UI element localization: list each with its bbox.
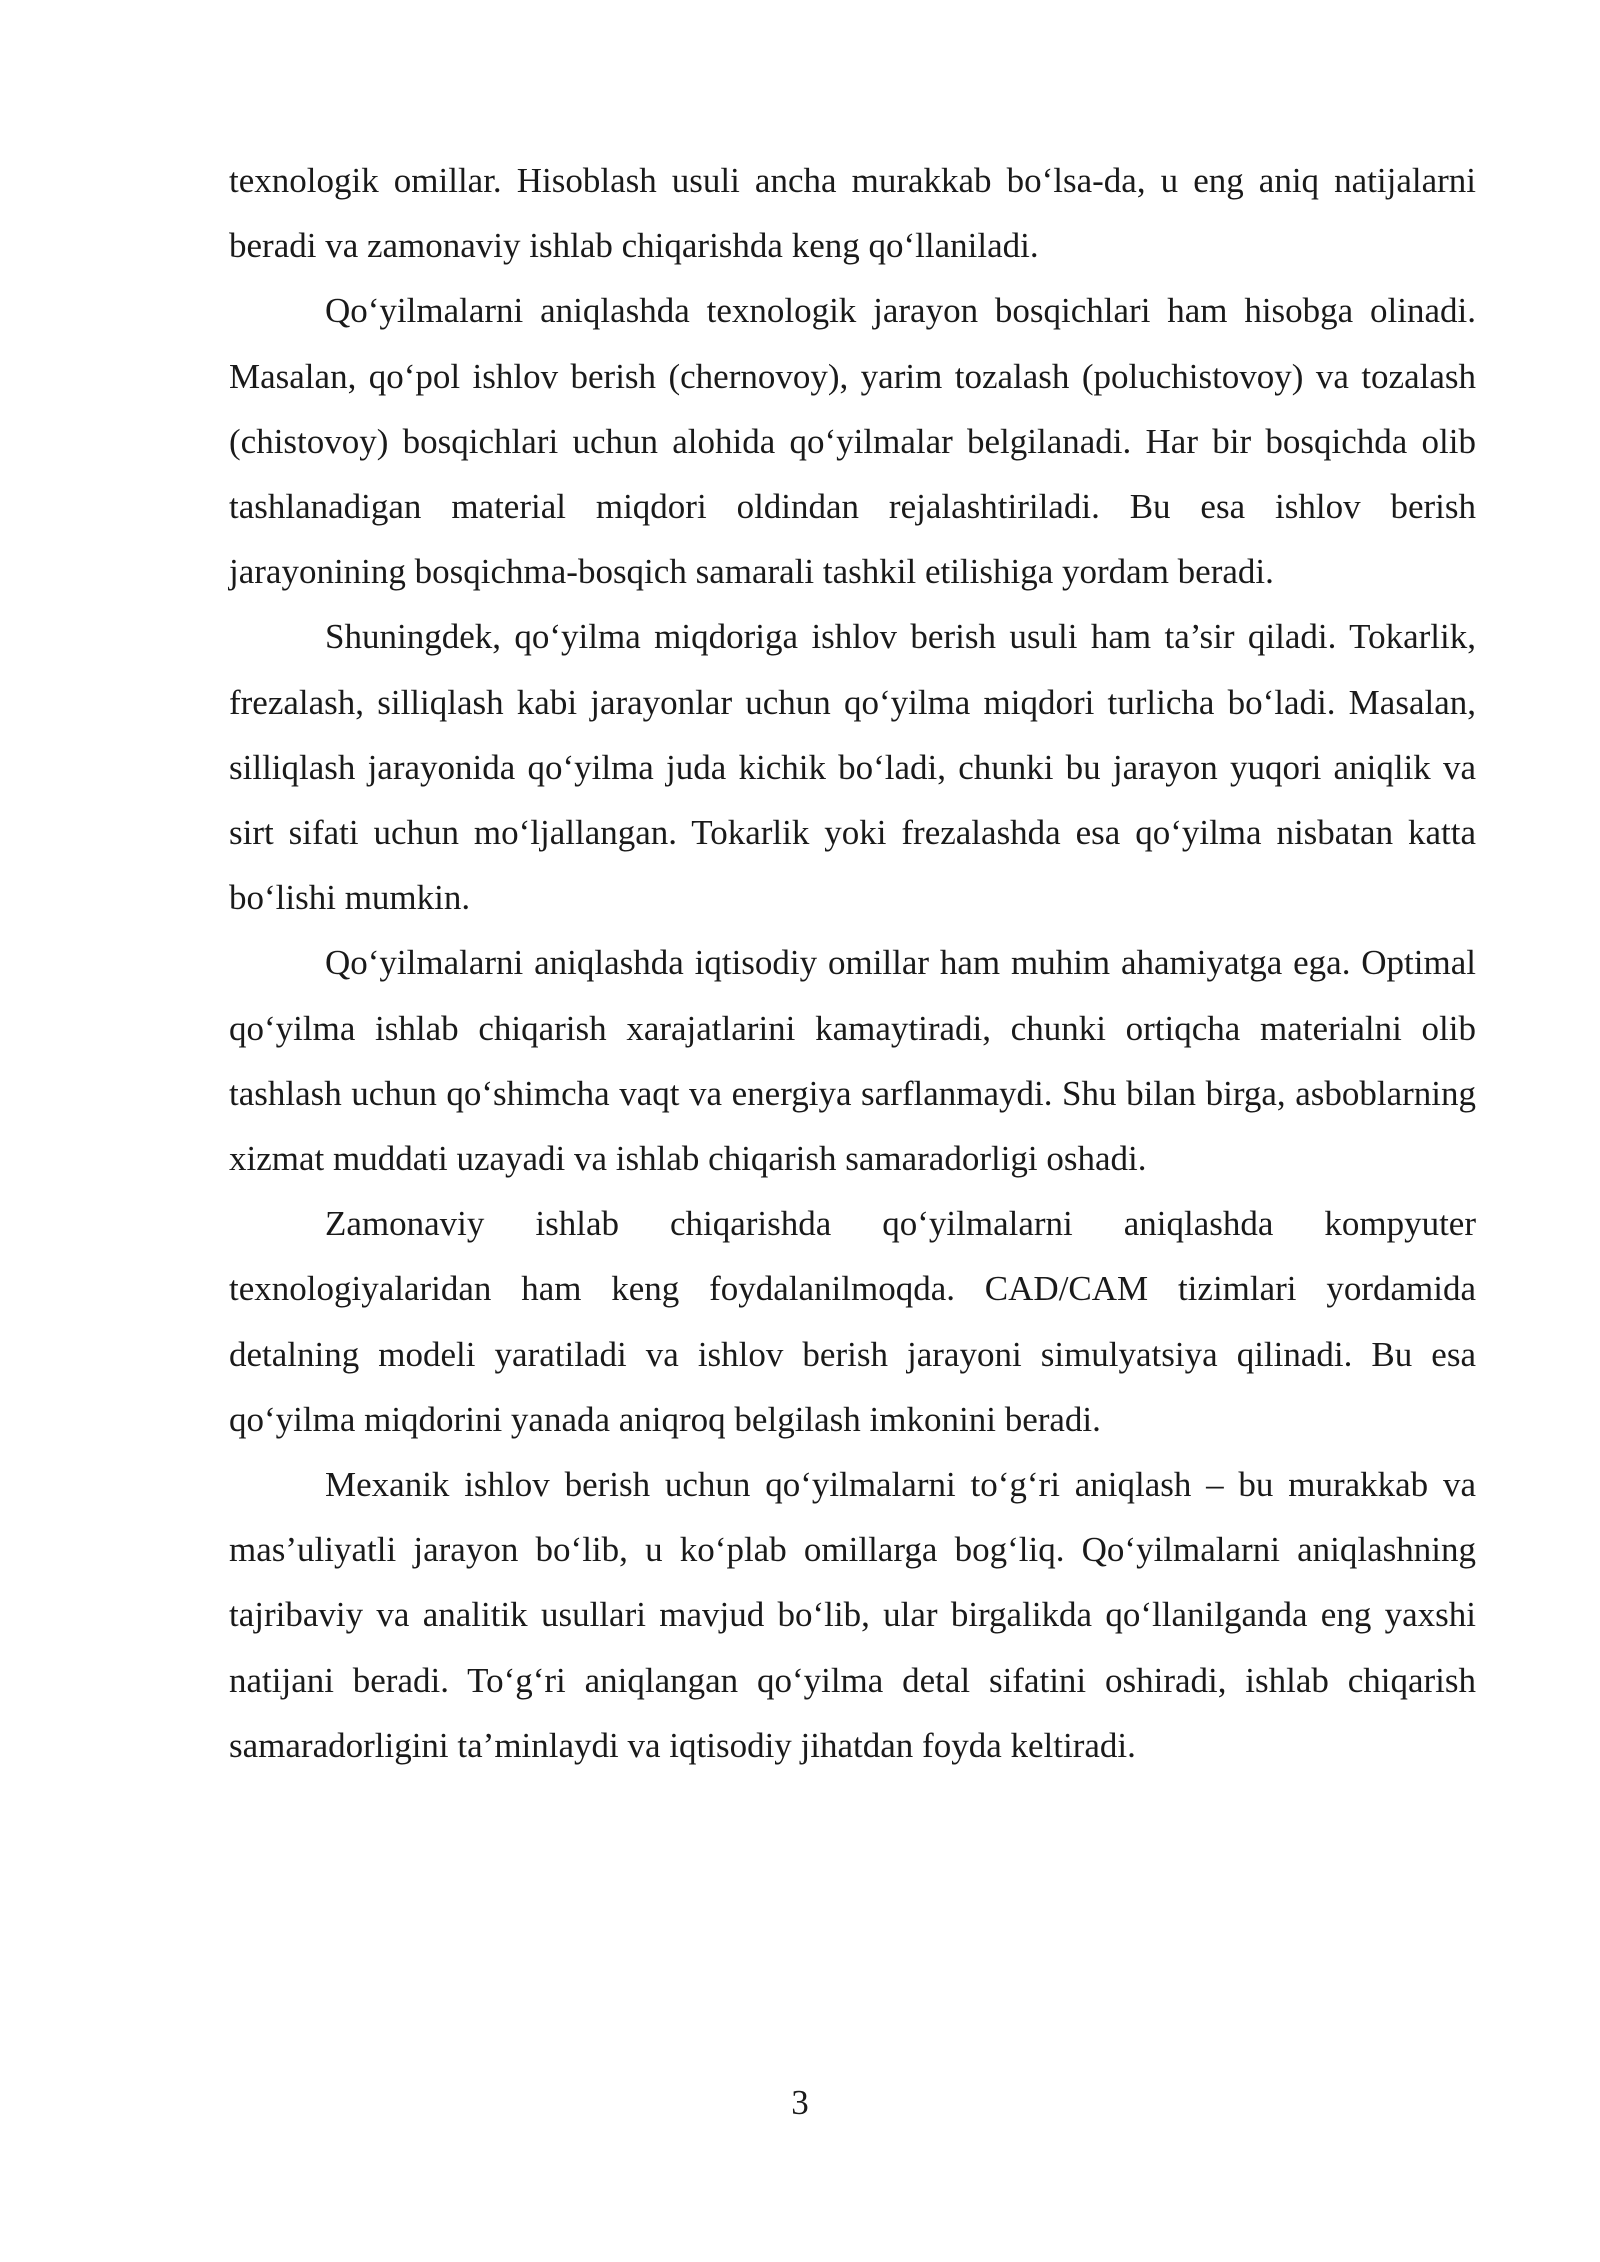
page-number: 3 <box>791 2083 809 2122</box>
paragraph-1: texnologik omillar. Hisoblash usuli ancha murakkab bo‘lsa-da, u eng aniq natijalarni beradi va zamonaviy ishlab chiqarishda keng qo‘llaniladi. <box>229 161 1476 266</box>
paragraph-6: Mexanik ishlov berish uchun qo‘yilmalarni to‘g‘ri aniqlash – bu murakkab va mas’uliyatli jarayon bo‘lib, u ko‘plab omillarga bog‘liq. Qo‘yilmalarni aniqlashning tajribaviy va analitik usullari mavjud bo‘lib, ular birgalikda qo‘llanilganda eng yaxshi natijani beradi. To‘g‘ri aniqlangan qo‘yilma detal sifatini oshiradi, ishlab chiqarish samaradorligini ta’minlaydi va iqtisodiy jihatdan foyda keltiradi. <box>229 1465 1476 1765</box>
paragraph-5: Zamonaviy ishlab chiqarishda qo‘yilmalarni aniqlashda kompyuter texnologiyalaridan ham keng foydalanilmoqda. CAD/CAM tizimlari yordamida detalning modeli yaratiladi va ishlov berish jarayoni simulyatsiya qilinadi. Bu esa qo‘yilma miqdorini yanada aniqroq belgilash imkonini beradi. <box>229 1204 1476 1439</box>
paragraph-4: Qo‘yilmalarni aniqlashda iqtisodiy omillar ham muhim ahamiyatga ega. Optimal qo‘yilma ishlab chiqarish xarajatlarini kamaytiradi, chunki ortiqcha materialni olib tashlash uchun qo‘shimcha vaqt va energiya sarflanmaydi. Shu bilan birga, asboblarning xizmat muddati uzayadi va ishlab chiqarish samaradorligi oshadi. <box>229 943 1476 1179</box>
paragraph-3: Shuningdek, qo‘yilma miqdoriga ishlov berish usuli ham ta’sir qiladi. Tokarlik, frezalash, silliqlash kabi jarayonlar uchun qo‘yilma miqdori turlicha bo‘ladi. Masalan, silliqlash jarayonida qo‘yilma juda kichik bo‘ladi, chunki bu jarayon yuqori aniqlik va sirt sifati uchun mo‘ljallangan. Tokarlik yoki frezalashda esa qo‘yilma nisbatan katta bo‘lishi mumkin. <box>229 617 1476 918</box>
body-text <box>229 148 1476 1778</box>
paragraph-2: Qo‘yilmalarni aniqlashda texnologik jarayon bosqichlari ham hisobga olinadi. Masalan, qo‘pol ishlov berish (chernovoy), yarim tozalash (poluchistovoy) va tozalash (chistovoy) bosqichlari uchun alohida qo‘yilmalar belgilanadi. Har bir bosqichda olib tashlanadigan material miqdori oldindan rejalashtiriladi. Bu esa ishlov berish jarayonining bosqichma-bosqich samarali tashkil etilishiga yordam beradi. <box>229 291 1476 592</box>
